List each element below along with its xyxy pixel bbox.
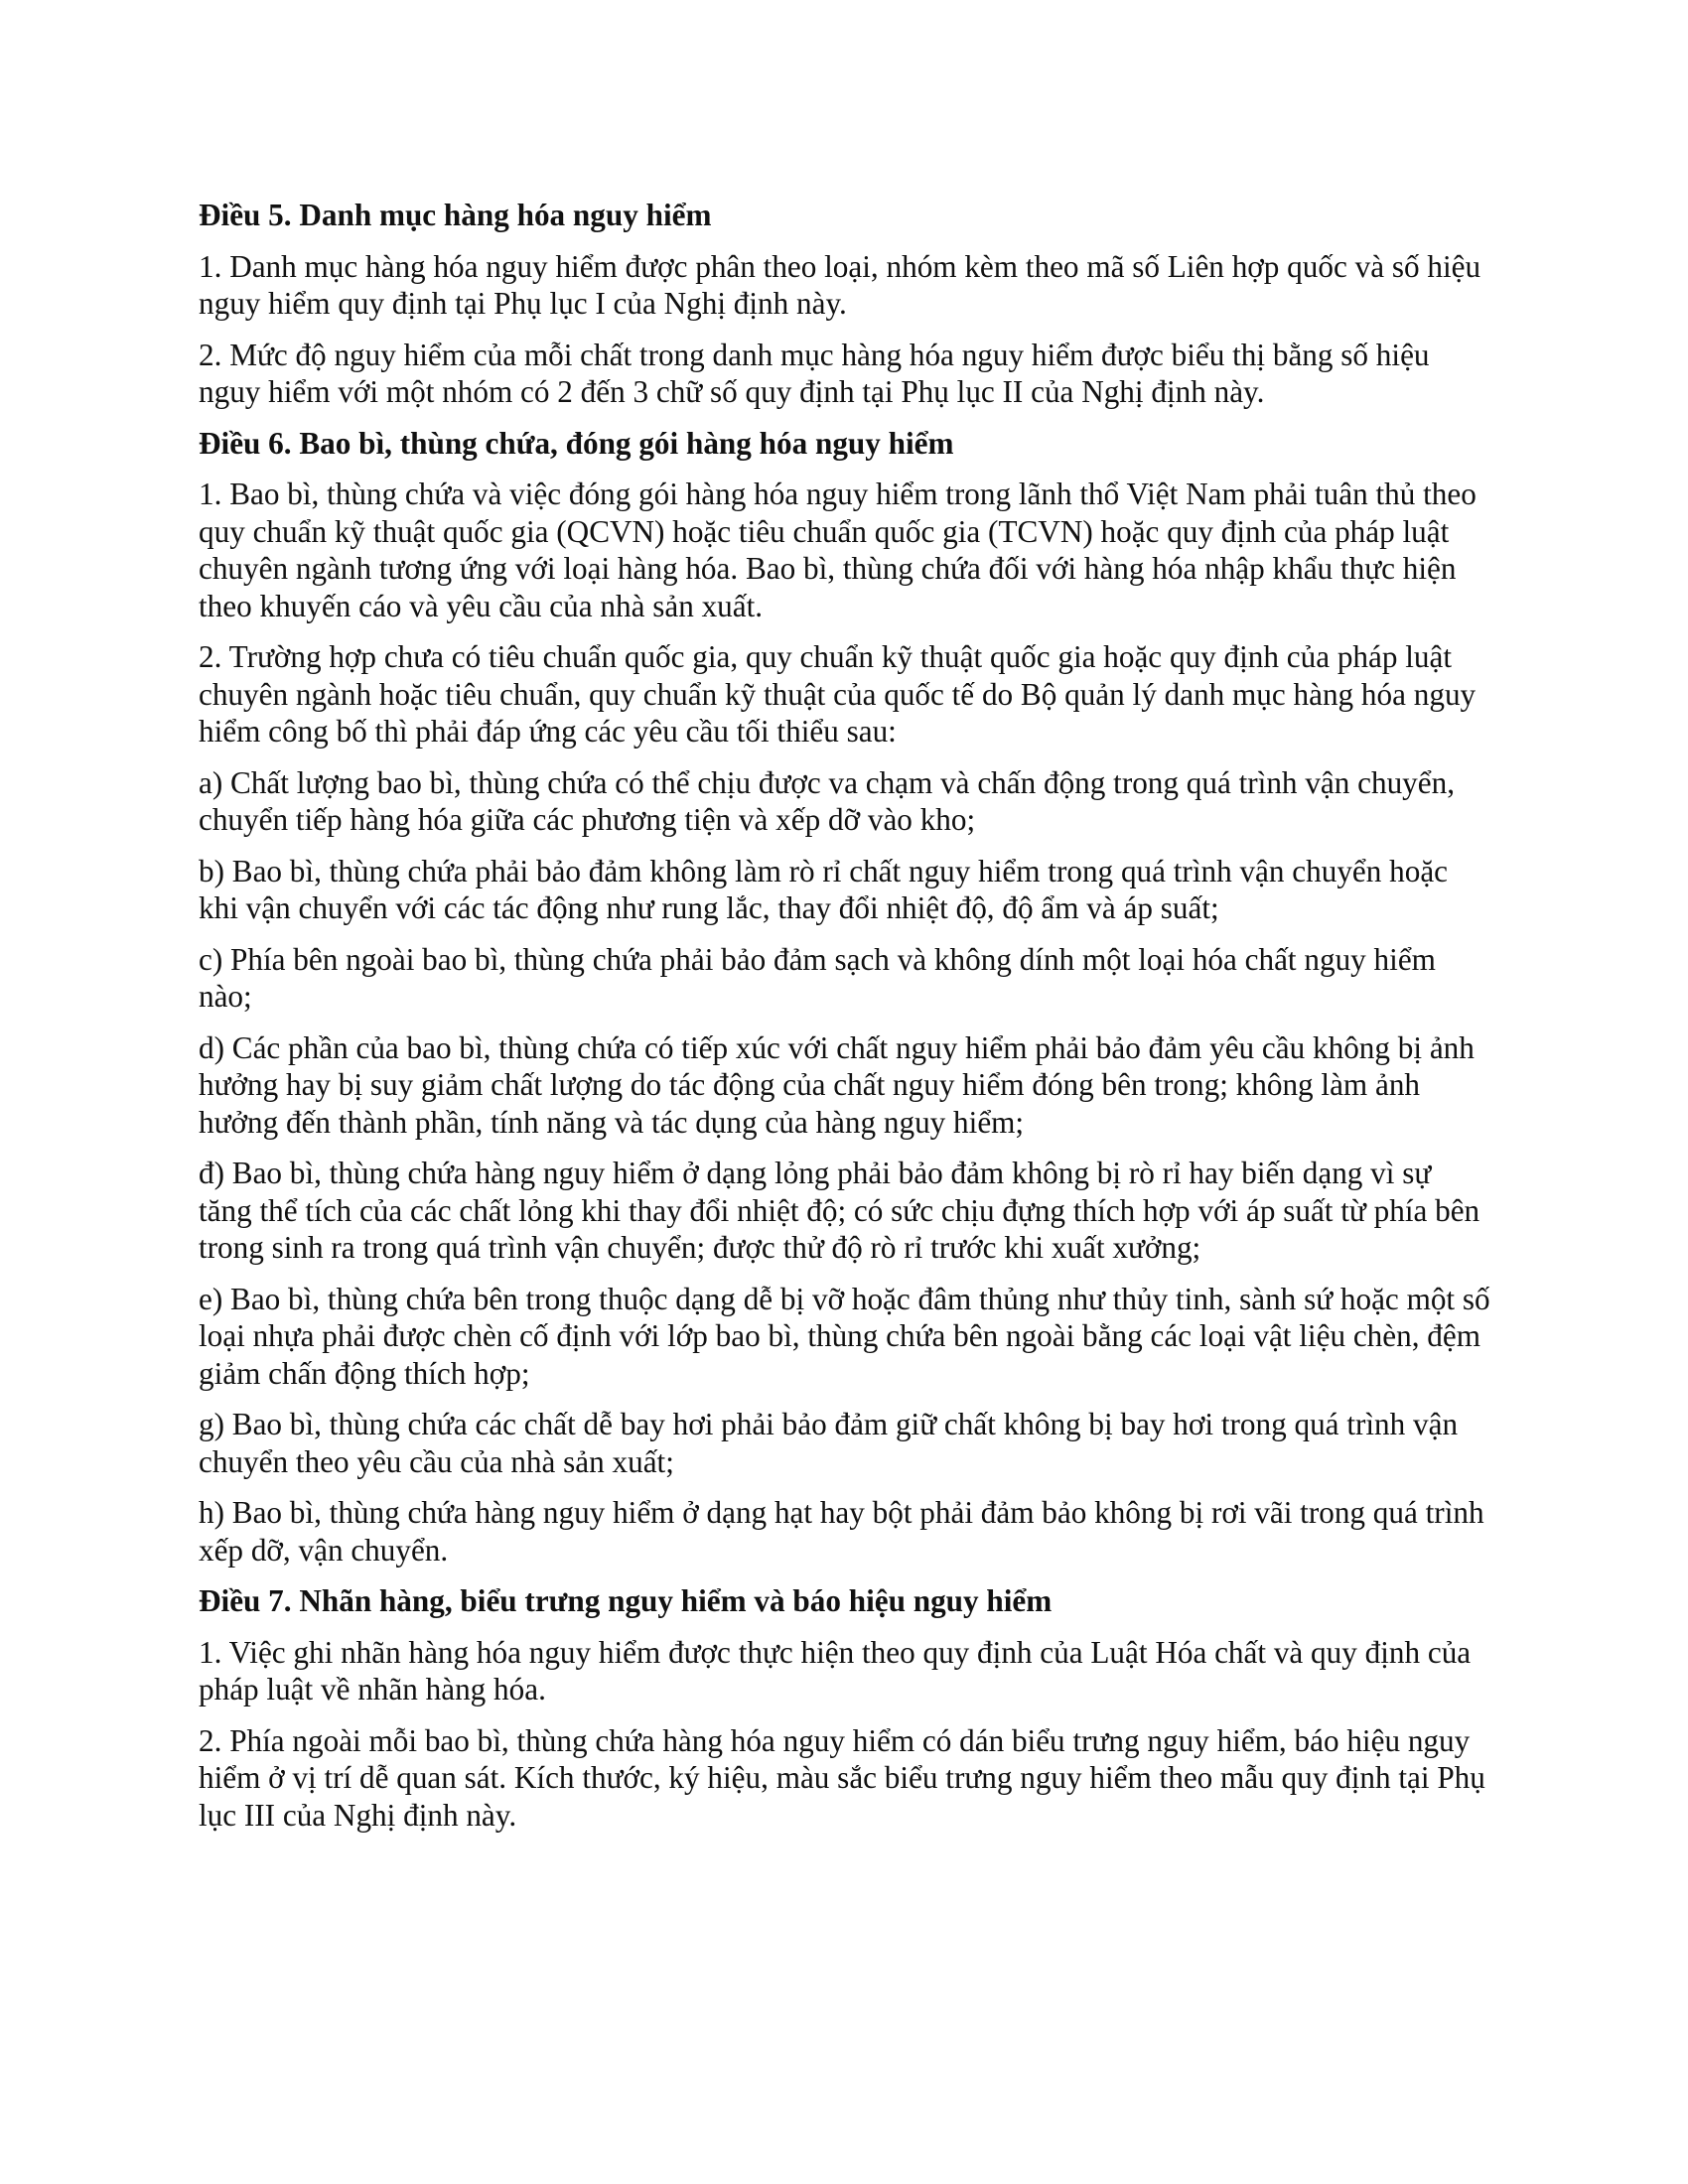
paragraph: 2. Phía ngoài mỗi bao bì, thùng chứa hàng hóa nguy hiểm có dán biểu trưng nguy hiểm, báo hiệu nguy hiểm ở vị trí dễ quan sát. Kích thước, ký hiệu, màu sắc biểu trưng nguy hiểm theo mẫu quy định tại Phụ lục III của Nghị định này.	[199, 1722, 1485, 1833]
paragraph: g) Bao bì, thùng chứa các chất dễ bay hơi phải bảo đảm giữ chất không bị bay hơi trong quá trình vận chuyển theo yêu cầu của nhà sản xuất;	[199, 1407, 1459, 1479]
article-6	[199, 425, 1491, 1570]
paragraph: e) Bao bì, thùng chứa bên trong thuộc dạng dễ bị vỡ hoặc đâm thủng như thủy tinh, sành sứ hoặc một số loại nhựa phải được chèn cố định với lớp bao bì, thùng chứa bên ngoài bằng các loại vật liệu chèn, đệm giảm chấn động thích hợp;	[199, 1281, 1490, 1391]
paragraph: d) Các phần của bao bì, thùng chứa có tiếp xúc với chất nguy hiểm phải bảo đảm yêu cầu không bị ảnh hưởng hay bị suy giảm chất lượng do tác động của chất nguy hiểm đóng bên trong; không làm ảnh hưởng đến thành phần, tính năng và tác dụng của hàng nguy hiểm;	[199, 1029, 1475, 1140]
paragraph: c) Phía bên ngoài bao bì, thùng chứa phải bảo đảm sạch và không dính một loại hóa chất nguy hiểm nào;	[199, 941, 1436, 1014]
paragraph: 2. Mức độ nguy hiểm của mỗi chất trong danh mục hàng hóa nguy hiểm được biểu thị bằng số hiệu nguy hiểm với một nhóm có 2 đến 3 chữ số quy định tại Phụ lục II của Nghị định này.	[199, 337, 1430, 409]
document-page	[199, 197, 1491, 1847]
paragraph: a) Chất lượng bao bì, thùng chứa có thể chịu được va chạm và chấn động trong quá trình vận chuyển, chuyển tiếp hàng hóa giữa các phương tiện và xếp dỡ vào kho;	[199, 764, 1455, 837]
paragraph: đ) Bao bì, thùng chứa hàng nguy hiểm ở dạng lỏng phải bảo đảm không bị rò rỉ hay biến dạng vì sự tăng thể tích của các chất lỏng khi thay đổi nhiệt độ; có sức chịu đựng thích hợp với áp suất từ phía bên trong sinh ra trong quá trình vận chuyển; được thử độ rò rỉ trước khi xuất xưởng;	[199, 1156, 1480, 1265]
paragraph: h) Bao bì, thùng chứa hàng nguy hiểm ở dạng hạt hay bột phải đảm bảo không bị rơi vãi trong quá trình xếp dỡ, vận chuyển.	[199, 1495, 1484, 1568]
article-heading: Điều 6. Bao bì, thùng chứa, đóng gói hàng hóa nguy hiểm	[199, 425, 954, 461]
paragraph: 2. Trường hợp chưa có tiêu chuẩn quốc gia, quy chuẩn kỹ thuật quốc gia hoặc quy định của pháp luật chuyên ngành hoặc tiêu chuẩn, quy chuẩn kỹ thuật của quốc tế do Bộ quản lý danh mục hàng hóa nguy hiểm công bố thì phải đáp ứng các yêu cầu tối thiểu sau:	[199, 639, 1477, 749]
paragraph: 1. Danh mục hàng hóa nguy hiểm được phân theo loại, nhóm kèm theo mã số Liên hợp quốc và số hiệu nguy hiểm quy định tại Phụ lục I của Nghị định này.	[199, 248, 1481, 321]
article-heading: Điều 7. Nhãn hàng, biểu trưng nguy hiểm và báo hiệu nguy hiểm	[199, 1583, 1053, 1618]
paragraph: 1. Bao bì, thùng chứa và việc đóng gói hàng hóa nguy hiểm trong lãnh thổ Việt Nam phải tuân thủ theo quy chuẩn kỹ thuật quốc gia (QCVN) hoặc tiêu chuẩn quốc gia (TCVN) hoặc quy định của pháp luật chuyên ngành tương ứng với loại hàng hóa. Bao bì, thùng chứa đối với hàng hóa nhập khẩu thực hiện theo khuyến cáo và yêu cầu của nhà sản xuất.	[199, 477, 1477, 623]
paragraph: b) Bao bì, thùng chứa phải bảo đảm không làm rò rỉ chất nguy hiểm trong quá trình vận chuyển hoặc khi vận chuyển với các tác động như rung lắc, thay đổi nhiệt độ, độ ẩm và áp suất;	[199, 853, 1449, 925]
article-heading: Điều 5. Danh mục hàng hóa nguy hiểm	[199, 198, 712, 232]
paragraph: 1. Việc ghi nhãn hàng hóa nguy hiểm được thực hiện theo quy định của Luật Hóa chất và quy định của pháp luật về nhãn hàng hóa.	[199, 1634, 1472, 1706]
article-7	[199, 1582, 1491, 1834]
article-5	[199, 197, 1491, 411]
